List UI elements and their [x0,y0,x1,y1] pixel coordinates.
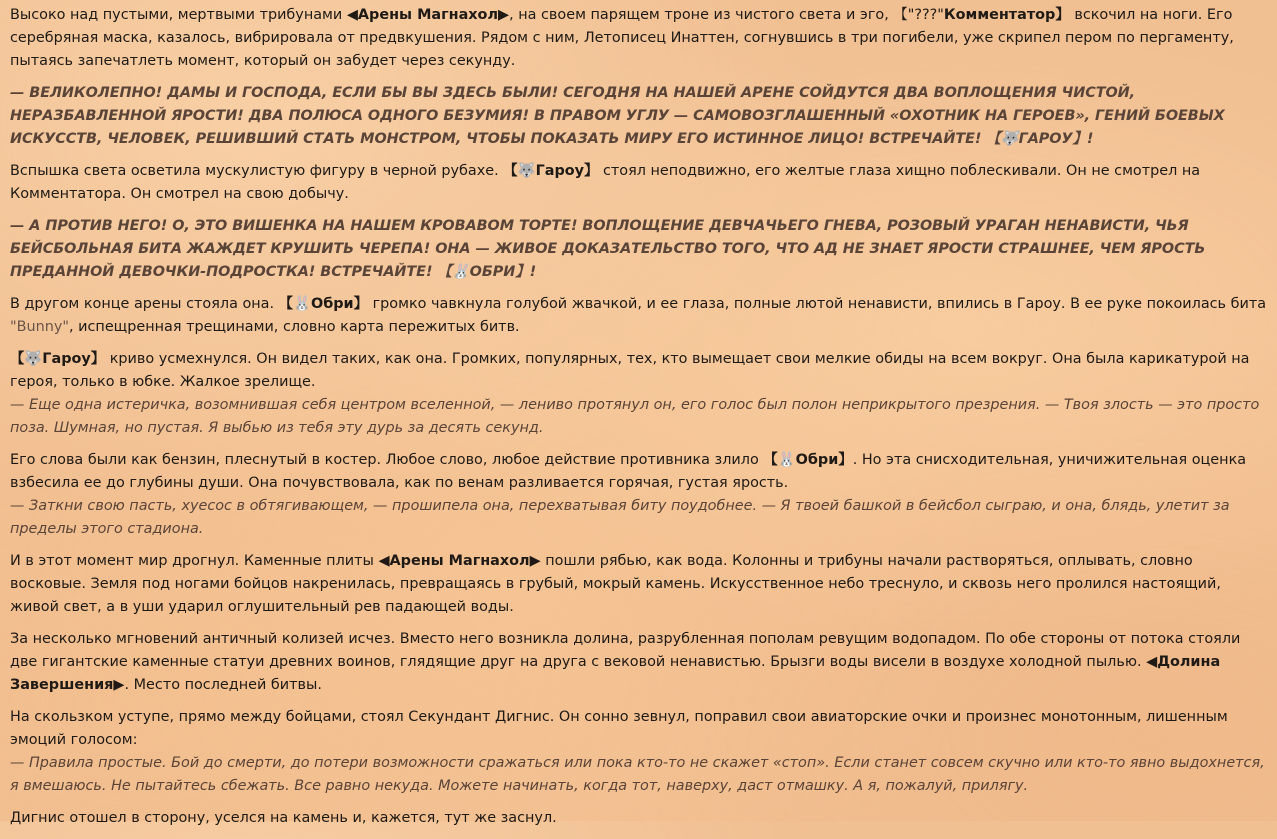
obri-tag: 【🐰ОБРИ】 [437,264,530,280]
paragraph-13-speech: — Правила простые. Бой до смерти, до потери возможности сражаться или пока кто-то не скажет «стоп». Если станет совсем скучно или кто-то явно выдохнется, я вмешаюсь. Не пытайтесь сбежать. Все равно некуда. Можете начинать, когда тот, наверху, даст отмашку. А я, пожалуй, прилягу. [10,755,1265,794]
arena-name: ◀Арены Магнахол▶ [378,553,541,569]
arena-name: ◀Арены Магнахол▶ [346,7,510,23]
obri-tag: 【🐰Обри】 [763,452,853,468]
paragraph-9-speech: — Заткни свою пасть, хуесос в обтягивающем, — прошипела она, перехватывая биту поудобнее. — Я твоей башкой в бейсбол сыграю, и она, блядь, улетит за пределы этого стадиона. [10,498,1230,537]
paragraph-12: На скользком уступе, прямо между бойцами, стоял Секундант Дигнис. Он сонно зевнул, поправил свои авиаторские очки и произнес монотонным, лишенным эмоций голосом: [10,709,1228,748]
bat-name: "Bunny" [10,319,69,335]
paragraph-11: За несколько мгновений античный колизей исчез. Вместо него возникла долина, разрубленная пополам ревущим водопадом. По обе стороны от потока стояли две гигантские каменные статуи древних воинов, глядящие друг на друга с вековой ненавистью. Брызги воды висели в воздухе холодной пылью. ◀Долина Завершения▶. Место последней битвы. [10,631,1241,693]
paragraph-8: Его слова были как бензин, плеснутый в костер. Любое слово, любое действие противника злило 【🐰Обри】. Но эта снисходительная, уничижительная оценка взбесила ее до глубины души. Она почувствовала, как по венам разливается горячая, густая ярость. [10,452,1247,491]
paragraph-5: В другом конце арены стояла она. 【🐰Обри】 громко чавкнула голубой жвачкой, и ее глаза, полные лютой ненависти, впились в Гароу. В ее руке покоилась бита "Bunny", испещренная трещинами, словно карта пережитых битв. [10,296,1267,335]
garou-tag: 【🐺ГАРОУ】 [986,131,1087,147]
paragraph-2-announcement: — ВЕЛИКОЛЕПНО! ДАМЫ И ГОСПОДА, ЕСЛИ БЫ ВЫ ЗДЕСЬ БЫЛИ! СЕГОДНЯ НА НАШЕЙ АРЕНЕ СОЙДУТСЯ ДВА ВОПЛОЩЕНИЯ ЧИСТОЙ, НЕРАЗБАВЛЕННОЙ ЯРОСТИ! ДВА ПОЛЮСА ОДНОГО БЕЗУМИЯ! В ПРАВОМ УГЛУ — САМОВОЗГЛАШЕННЫЙ «ОХОТНИК НА ГЕРОЕВ», ГЕНИЙ БОЕВЫХ ИСКУССТВ, ЧЕЛОВЕК, РЕШИВШИЙ СТАТЬ МОНСТРОМ, ЧТОБЫ ПОКАЗАТЬ МИРУ ЕГО ИСТИННОЕ ЛИЦО! ВСТРЕЧАЙТЕ! 【🐺ГАРОУ】! [10,85,1225,147]
commentator-tag: 【"???"Комментатор】 [893,7,1070,23]
place-name: ◀Долина Завершения▶ [10,654,1221,693]
obri-tag: 【🐰Обри】 [278,296,369,312]
paragraph-1: Высоко над пустыми, мертвыми трибунами ◀Арены Магнахол▶, на своем парящем троне из чистого света и эго, 【"???"Комментатор】 вскочил на ноги. Его серебряная маска, казалось, вибрировала от предвкушения. Рядом с ним, Летописец Инаттен, согнувшись в три погибели, уже скрипел пером по пергаменту, пытаясь запечатлеть момент, который он забудет через секунду. [10,7,1234,69]
paragraph-14: Дигнис отошел в сторону, уселся на камень и, кажется, тут же заснул. [10,810,557,826]
paragraph-3: Вспышка света осветила мускулистую фигуру в черной рубахе. 【🐺Гароу】 стоял неподвижно, его желтые глаза хищно поблескивали. Он не смотрел на Комментатора. Он смотрел на свою добычу. [10,163,1201,202]
garou-tag: 【🐺Гароу】 [10,351,106,367]
paragraph-6: 【🐺Гароу】 криво усмехнулся. Он видел таких, как она. Громких, популярных, тех, кто вымещает свои мелкие обиды на всем вокруг. Она была карикатурой на героя, только в юбке. Жалкое зрелище. [10,351,1250,390]
story-document [10,4,1268,839]
paragraph-4-announcement: — А ПРОТИВ НЕГО! О, ЭТО ВИШЕНКА НА НАШЕМ КРОВАВОМ ТОРТЕ! ВОПЛОЩЕНИЕ ДЕВЧАЧЬЕГО ГНЕВА, РОЗОВЫЙ УРАГАН НЕНАВИСТИ, ЧЬЯ БЕЙСБОЛЬНАЯ БИТА ЖАЖДЕТ КРУШИТЬ ЧЕРЕПА! ОНА — ЖИВОЕ ДОКАЗАТЕЛЬСТВО ТОГО, ЧТО АД НЕ ЗНАЕТ ЯРОСТИ СТРАШНЕЕ, ЧЕМ ЯРОСТЬ ПРЕДАННОЙ ДЕВОЧКИ-ПОДРОСТКА! ВСТРЕЧАЙТЕ! 【🐰ОБРИ】! [10,218,1206,280]
paragraph-10: И в этот момент мир дрогнул. Каменные плиты ◀Арены Магнахол▶ пошли рябью, как вода. Колонны и трибуны начали растворяться, оплывать, словно восковые. Земля под ногами бойцов накренилась, превращаясь в грубый, мокрый камень. Искусственное небо треснуло, и сквозь него пролился настоящий, живой свет, а в уши ударил оглушительный рев падающей воды. [10,553,1221,615]
garou-tag: 【🐺Гароу】 [503,163,599,179]
paragraph-7-speech: — Еще одна истеричка, возомнившая себя центром вселенной, — лениво протянул он, его голос был полон неприкрытого презрения. — Твоя злость — это просто поза. Шумная, но пустая. Я выбью из тебя эту дурь за десять секунд. [10,397,1260,436]
